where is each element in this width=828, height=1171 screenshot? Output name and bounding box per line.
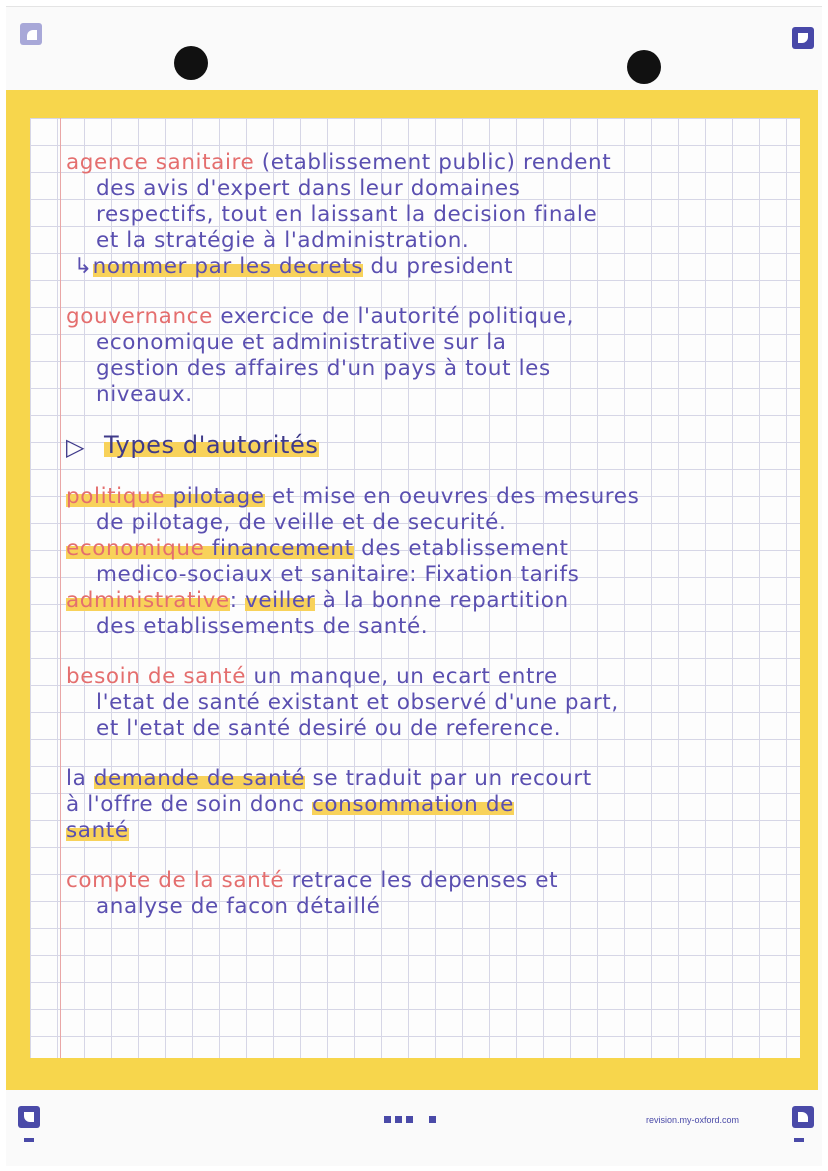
highlight: santé bbox=[66, 818, 129, 843]
heading-text: Types d'autorités bbox=[104, 431, 319, 459]
corner-logo-icon bbox=[20, 23, 42, 45]
corner-logo-icon bbox=[18, 1106, 40, 1128]
note-agence-sanitaire: agence sanitaire (etablissement public) rendent des avis d'expert dans leur domaines respectifs, tout en laissant la decision finale et la stratégie à l'administration. ↳nommer par les decrets du president bbox=[66, 150, 612, 279]
corner-logo-icon bbox=[792, 27, 814, 49]
footer-squares-icon bbox=[384, 1116, 436, 1123]
highlight: consommation de bbox=[312, 792, 514, 817]
arrow-icon: ↳ bbox=[74, 254, 93, 279]
term: gouvernance bbox=[66, 304, 213, 329]
punch-hole bbox=[174, 46, 208, 80]
punch-hole bbox=[627, 50, 661, 84]
note-types-autorites: politique pilotage et mise en oeuvres des mesures de pilotage, de veille et de securité. economique financement des etablissement medico-sociaux et sanitaire: Fixation tarifs administrative: veiller à la bonne repartition des etablissements de santé. bbox=[66, 484, 640, 639]
dash-mark bbox=[794, 1138, 804, 1142]
note-compte-de-la-sante: compte de la santé retrace les depenses et analyse de facon détaillé bbox=[66, 868, 559, 919]
term: compte de la santé bbox=[66, 868, 285, 893]
highlight: nommer par les decrets bbox=[92, 254, 364, 279]
term: politique bbox=[66, 484, 166, 509]
term: administrative bbox=[66, 588, 230, 613]
margin-line bbox=[60, 118, 61, 1058]
handwritten-notes bbox=[66, 150, 806, 944]
term: economique bbox=[66, 536, 205, 561]
note-demande-de-sante: la demande de santé se traduit par un recourt à l'offre de soin donc consommation de santé bbox=[66, 766, 592, 843]
highlight: demande de santé bbox=[93, 766, 306, 791]
footer-url: revision.my-oxford.com bbox=[646, 1115, 740, 1125]
note-gouvernance: gouvernance exercice de l'autorité politique, economique et administrative sur la gestion des affaires d'un pays à tout les niveaux. bbox=[66, 304, 575, 407]
term: agence sanitaire bbox=[66, 150, 255, 175]
dash-mark bbox=[24, 1138, 34, 1142]
triangle-arrow-icon: ▷ bbox=[66, 433, 86, 461]
section-heading bbox=[66, 431, 806, 461]
corner-logo-icon bbox=[792, 1106, 814, 1128]
note-besoin-de-sante: besoin de santé un manque, un ecart entre l'etat de santé existant et observé d'une part, et l'etat de santé desiré ou de reference. bbox=[66, 664, 619, 741]
term: besoin de santé bbox=[66, 664, 247, 689]
